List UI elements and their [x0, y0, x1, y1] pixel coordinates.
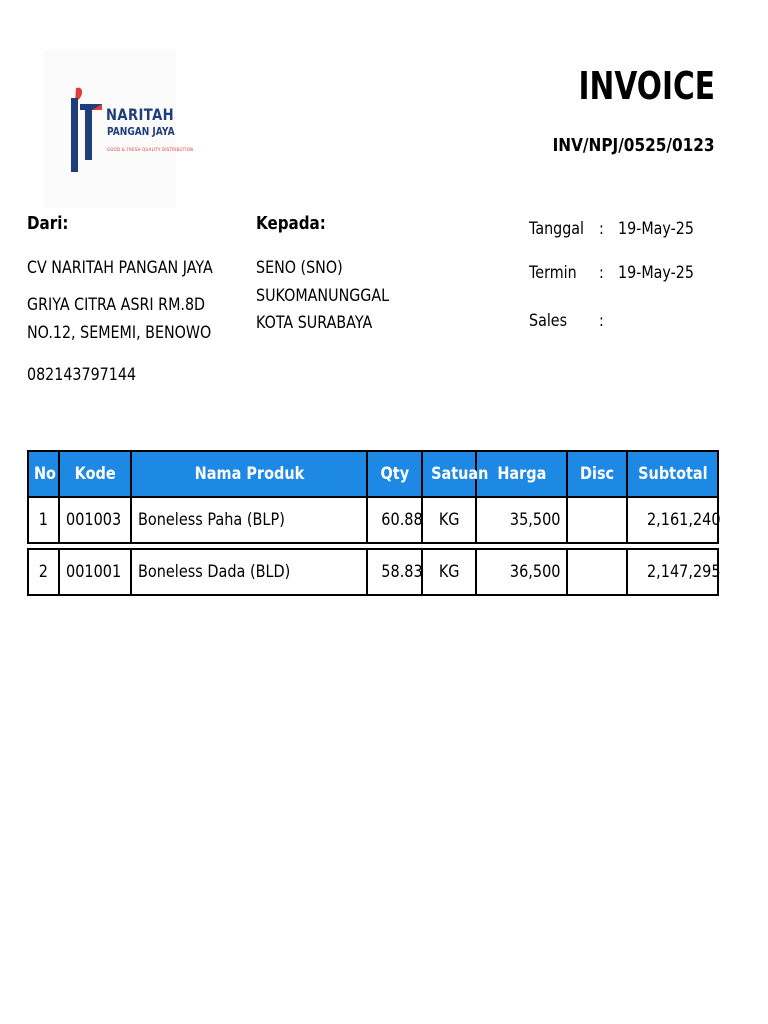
- from-phone: 082143797144: [27, 365, 137, 385]
- logo-tagline: GOOD & FRESH QUALITY DISTRIBUTION: [107, 147, 194, 152]
- date-colon: :: [599, 219, 604, 239]
- due-label: Termin: [529, 263, 577, 283]
- due-colon: :: [599, 263, 604, 283]
- cell-kode: 001003: [59, 497, 131, 543]
- cell-satuan: KG: [422, 549, 476, 595]
- table-header-row: [28, 451, 718, 497]
- cell-harga: 35,500: [476, 497, 567, 543]
- cell-subtotal: 2,161,240: [627, 497, 718, 543]
- cell-no: 1: [28, 497, 59, 543]
- invoice-title: INVOICE: [578, 64, 715, 108]
- cell-subtotal: 2,147,295: [627, 549, 718, 595]
- logo-name: NARITAH: [106, 105, 175, 124]
- due-value: 19-May-25: [618, 263, 694, 283]
- logo-subtitle: PANGAN JAYA: [107, 126, 175, 138]
- cell-disc: [567, 497, 627, 543]
- date-label: Tanggal: [529, 219, 585, 239]
- header-qty: Qty: [367, 451, 422, 497]
- cell-harga: 36,500: [476, 549, 567, 595]
- cell-qty: 60.88: [367, 497, 422, 543]
- table-row: [28, 497, 718, 543]
- to-line2: SUKOMANUNGGAL: [256, 286, 390, 306]
- invoice-number: INV/NPJ/0525/0123: [553, 135, 715, 156]
- cell-disc: [567, 549, 627, 595]
- header-no: No: [28, 451, 59, 497]
- from-company: CV NARITAH PANGAN JAYA: [27, 258, 213, 278]
- date-value: 19-May-25: [618, 219, 694, 239]
- items-table: [27, 450, 719, 596]
- to-heading: Kepada:: [256, 213, 326, 234]
- to-name: SENO (SNO): [256, 258, 343, 278]
- from-address-line2: NO.12, SEMEMI, BENOWO: [27, 323, 212, 343]
- table-row: [28, 549, 718, 595]
- cell-qty: 58.83: [367, 549, 422, 595]
- cell-satuan: KG: [422, 497, 476, 543]
- cell-nama-produk: Boneless Dada (BLD): [131, 549, 367, 595]
- cell-kode: 001001: [59, 549, 131, 595]
- sales-label: Sales: [529, 311, 568, 331]
- cell-nama-produk: Boneless Paha (BLP): [131, 497, 367, 543]
- header-subtotal: Subtotal: [627, 451, 718, 497]
- header-harga: Harga: [476, 451, 567, 497]
- to-line3: KOTA SURABAYA: [256, 313, 373, 333]
- sales-colon: :: [599, 311, 604, 331]
- company-logo-icon: [70, 86, 102, 176]
- from-address-line1: GRIYA CITRA ASRI RM.8D: [27, 295, 206, 315]
- header-disc: Disc: [567, 451, 627, 497]
- header-satuan: Satuan: [422, 451, 476, 497]
- header-nama-produk: Nama Produk: [131, 451, 367, 497]
- cell-no: 2: [28, 549, 59, 595]
- header-kode: Kode: [59, 451, 131, 497]
- from-heading: Dari:: [27, 213, 69, 234]
